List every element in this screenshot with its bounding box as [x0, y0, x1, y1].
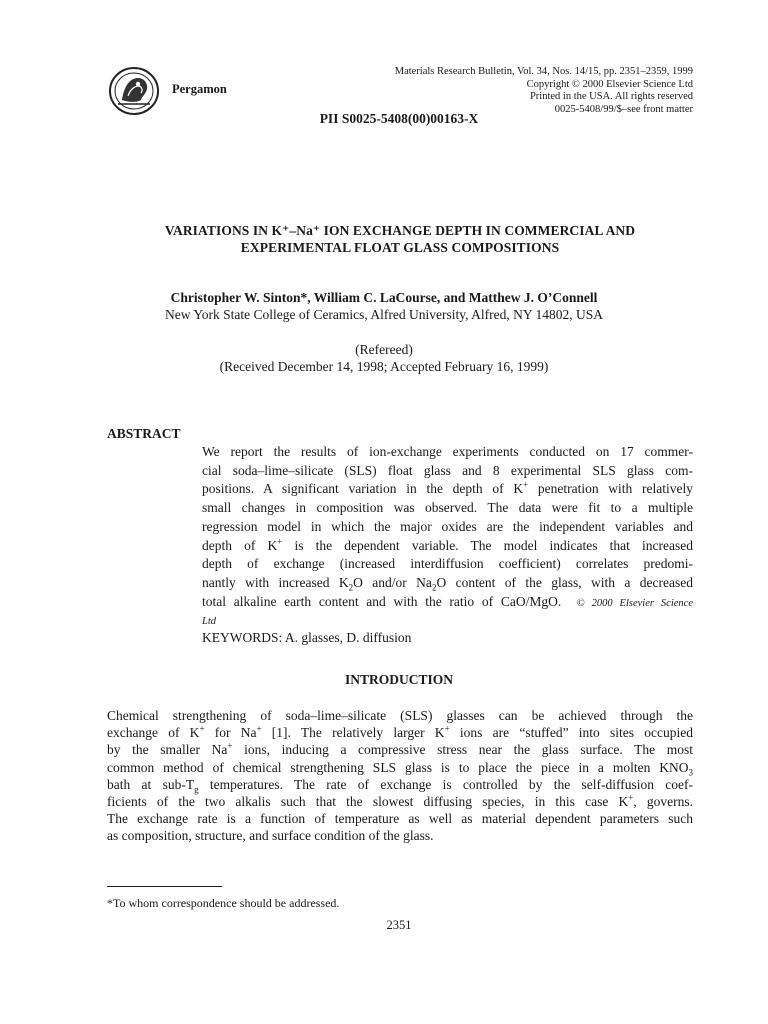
keywords: KEYWORDS: A. glasses, D. diffusion — [202, 630, 412, 645]
author-affiliation: New York State College of Ceramics, Alfred University, Alfred, NY 14802, USA — [164, 307, 604, 322]
title-line-1: VARIATIONS IN K⁺–Na⁺ ION EXCHANGE DEPTH IN COMMERCIAL AND — [164, 223, 636, 238]
author-list: Christopher W. Sinton*, William C. LaCourse, and Matthew J. O’Connell — [170, 290, 598, 305]
journal-citation-block — [353, 66, 693, 116]
intro-line: bath at sub-$T_g$ temperatures. The rate of exchange is controlled by the self-diffusion coef- — [107, 776, 693, 795]
publisher-name: Pergamon — [172, 82, 227, 96]
abstract-line: nantly with increased $K_2O$ and/or $Na_2O$ content of the glass, with a decreased — [202, 574, 693, 593]
intro-line: as composition, structure, and surface condition of the glass. — [107, 828, 434, 844]
intro-line: exchange of K+ for Na+ [1]. The relatively larger K+ ions are “stuffed” into sites occupied — [107, 723, 693, 741]
issn-line: 0025-5408/99/$–see front matter — [554, 103, 693, 115]
abstract-text — [202, 443, 693, 632]
intro-line: Chemical strengthening of soda–lime–silicate (SLS) glasses can be achieved through the — [107, 708, 693, 723]
section-heading-introduction: INTRODUCTION — [344, 672, 453, 687]
abstract-line: depth of K+ is the dependent variable. The model indicates that increased — [202, 536, 693, 553]
page-number: 2351 — [386, 918, 412, 932]
intro-line: The exchange rate is a function of temperature as well as material dependent parameters such — [107, 811, 693, 827]
title-line-2: EXPERIMENTAL FLOAT GLASS COMPOSITIONS — [240, 240, 560, 255]
elsevier-tree-logo-icon — [108, 66, 160, 116]
intro-line: ficients of the two alkalis such that the slowest diffusing species, in this case K+, governs. — [107, 792, 693, 810]
copyright-line: Copyright © 2000 Elsevier Science Ltd — [526, 78, 693, 90]
abstract-line: total alkaline earth content and with the ratio of CaO/MgO. © 2000 Elsevier Science — [202, 593, 693, 609]
introduction-paragraph — [107, 707, 693, 845]
abstract-line: cial soda–lime–silicate (SLS) float glass and 8 experimental SLS glass com- — [202, 462, 693, 478]
abstract-copyright-tail: Ltd — [202, 616, 217, 628]
abstract-line: positions. A significant variation in the depth of K+ penetration with relatively — [202, 479, 694, 497]
pii-identifier: PII S0025-5408(00)00163-X — [319, 111, 479, 126]
journal-citation-line: Materials Research Bulletin, Vol. 34, Nos. 14/15, pp. 2351–2359, 1999 — [394, 66, 693, 77]
abstract-line: depth of exchange (increased interdiffusion coefficient) correlates predomi- — [202, 556, 693, 572]
footnote-divider — [107, 886, 222, 887]
received-dates: (Received December 14, 1998; Accepted February 16, 1999) — [219, 359, 549, 374]
abstract-line: We report the results of ion-exchange experiments conducted on 17 commer- — [202, 444, 693, 459]
correspondence-footnote: *To whom correspondence should be addressed. — [107, 896, 340, 910]
article-title — [100, 222, 700, 256]
intro-line: common method of chemical strengthening SLS glass is to place the piece in a molten $KNO_3$ — [107, 759, 693, 778]
abstract-heading: ABSTRACT — [107, 426, 181, 441]
abstract-copyright: © 2000 Elsevier Science — [576, 597, 693, 609]
abstract-line: small changes in composition was observed. The data were fit to a multiple — [202, 500, 693, 516]
refereed-note: (Refereed) — [355, 342, 413, 357]
abstract-line: regression model in which the major oxides are the independent variables and — [202, 518, 693, 534]
rights-line: Printed in the USA. All rights reserved — [529, 91, 693, 103]
intro-line: by the smaller Na+ ions, inducing a compressive stress near the glass surface. The most — [107, 740, 693, 758]
